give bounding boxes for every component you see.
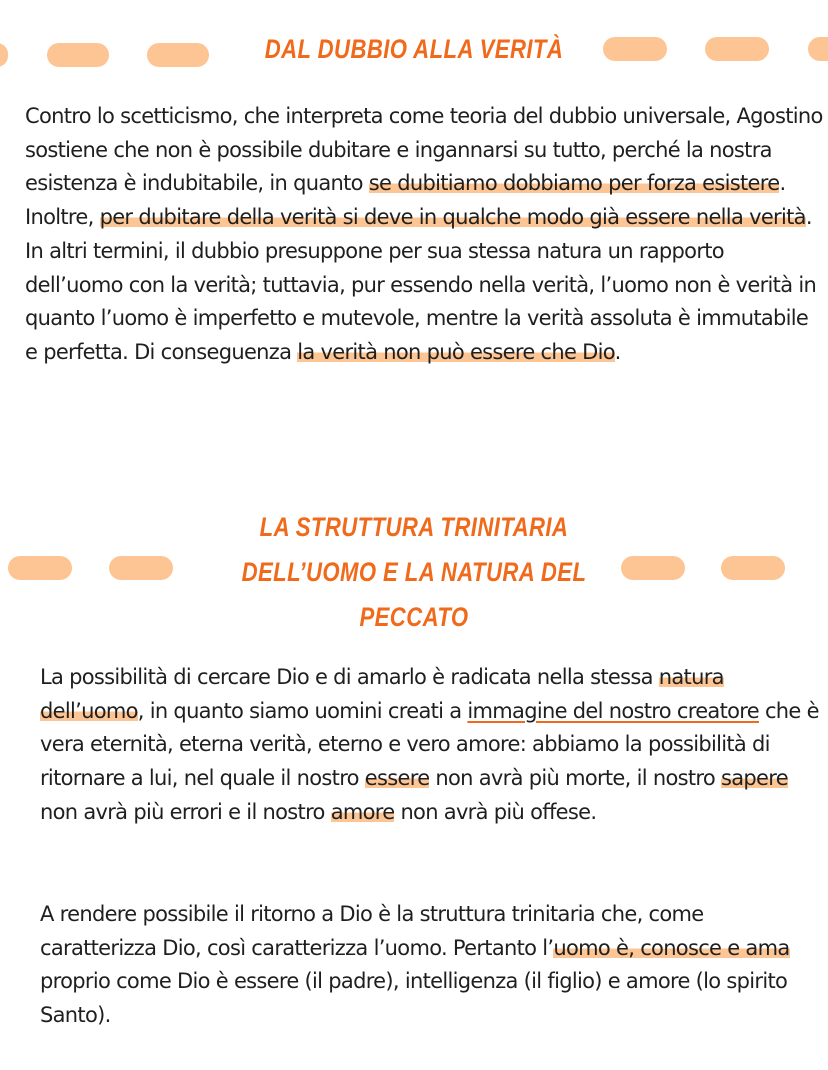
section2-paragraph-1 [40,661,820,830]
section-title-dubbio: DAL DUBBIO ALLA VERITÀ [264,34,564,64]
highlighted-text: la verità non può essere che Dio [297,339,615,364]
highlighted-text: amore [330,799,395,824]
text-run: In altri termini, il dubbio presuppone per sua stessa natura un rapporto dell’uomo con la verità; tuttavia, pur essendo nella verità, l’uomo non è verità in quanto l’uomo è imperfetto e mutevole, mentre la verità assoluta è immutabile e perfetta. Di conseguenza [25,238,817,364]
text-run: . [805,205,812,230]
text-run: . [614,339,621,364]
section-title-struttura [75,505,754,640]
text-run: Inoltre, [25,205,100,230]
highlighted-text: natura dell’uomo [40,665,724,723]
highlighted-text: se dubitiamo dobbiamo per forza esistere [368,171,780,196]
section1-paragraph [25,100,825,370]
text-run: che è vera eternità, eterna verità, eterno e vero amore: abbiamo la possibilità di ritornare a lui, nel quale il nostro [40,698,819,791]
highlighted-text: essere [364,766,430,791]
title-line: DELL’UOMO E LA NATURA DEL [241,557,587,587]
text-run: . [779,171,786,196]
decorative-dash [8,556,72,580]
underlined-text: immagine del nostro creatore [467,698,759,723]
title-line: PECCATO [359,602,469,632]
text-run: non avrà più morte, il nostro [429,766,721,791]
section2-paragraph-2 [40,898,820,1033]
highlighted-text: sapere [720,766,788,791]
highlighted-text: per dubitare della verità si deve in qualche modo già essere nella verità [99,205,806,230]
highlighted-text: uomo è, conosce e ama [553,935,790,960]
text-run: , in quanto siamo uomini creati a [137,698,468,723]
text-run: proprio come Dio è essere (il padre), intelligenza (il figlio) e amore (lo spirito Santo). [40,969,788,1028]
text-run: A rendere possibile il ritorno a Dio è la struttura trinitaria che, come caratterizza Dio, così caratterizza l’uomo. Pertanto l’ [40,902,704,960]
text-run: Contro lo scetticismo, che interpreta come teoria del dubbio universale, Agostino sostiene che non è possibile dubitare e ingannarsi su tutto, perché la nostra esistenza è indubitabile, in quanto [25,104,823,196]
text-run: non avrà più errori e il nostro [40,799,331,824]
text-run: La possibilità di cercare Dio e di amarlo è radicata nella stessa [40,665,659,689]
decorative-dash [808,37,828,61]
text-run: non avrà più offese. [394,799,597,824]
decorative-dash [0,43,8,67]
title-line: LA STRUTTURA TRINITARIA [259,512,569,542]
